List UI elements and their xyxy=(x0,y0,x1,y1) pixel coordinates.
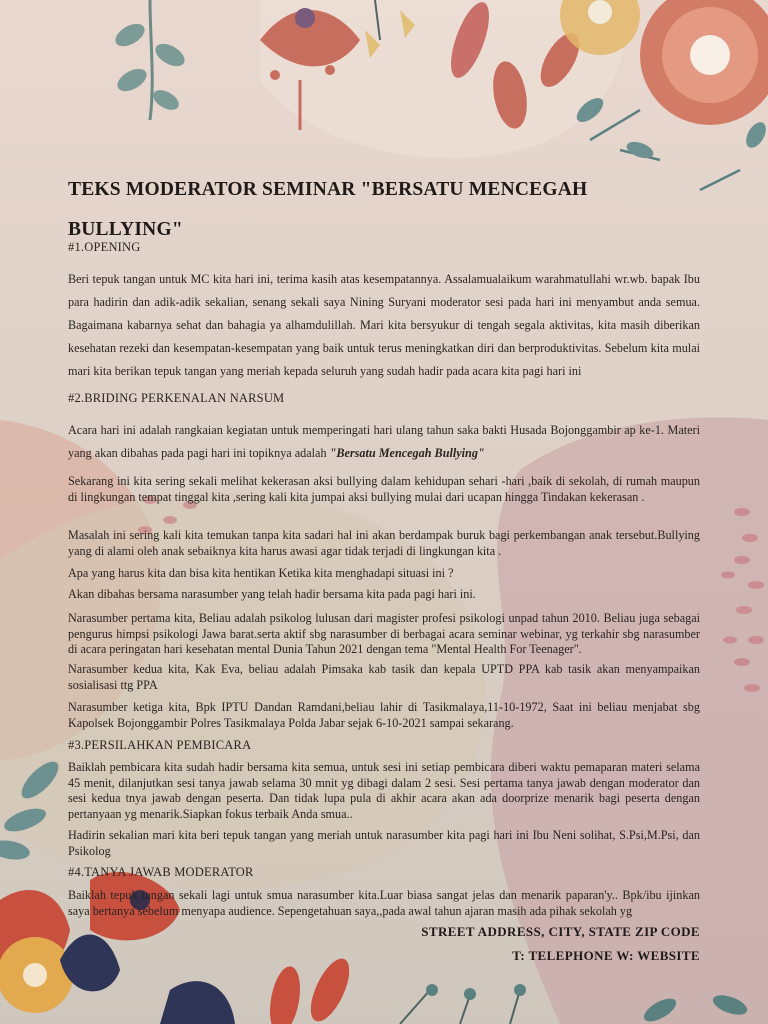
seminar-topic: "Bersatu Mencegah Bullying" xyxy=(329,446,485,460)
speaker-3-paragraph: Narasumber ketiga kita, Bpk IPTU Dandan Ramdani,beliau lahir di Tasikmalaya,11-10-1972, Saat ini beliau menjabat sbg Kapolsek Bojonggambir Polres Tasikmalaya Polda Jabar sejak 6-10-2021 sampai sekarang. xyxy=(68,700,700,730)
section-heading-opening: #1.OPENING xyxy=(68,240,141,254)
bullying-impact-paragraph: Masalah ini sering kali kita temukan tanpa kita sadari hal ini akan berdampak buruk bagi perkembangan anak tersebut.Bullying yang di alami oleh anak sebaiknya kita harus awasi agar tidak terjadi di lingkungan kita . xyxy=(68,528,700,558)
session-rules-paragraph: Baiklah pembicara kita sudah hadir bersama kita semua, untuk sesi ini setiap pembicara diberi waktu pemaparan materi selama 45 menit, dilanjutkan sesi tanya jawab selama 30 mnit yg dibagi dalam 2 sesi. Sesi pertama tanya jawab dengan moderator dan sesi kedua tnya jawab dengan peserta. Dan tidak lupa pula di akhir acara akan ada doorprize menarik bagi peserta dengan pertanyaan yg menarik.Siapkan fokus terbaik Anda smua.. xyxy=(68,760,700,821)
speaker-1-paragraph: Narasumber pertama kita, Beliau adalah psikolog lulusan dari magister profesi psikologi unpad tahun 2010. Beliau juga sebagai pengurus himpsi psikologi Jawa barat.serta aktif sbg narasumber di berbagai acara seminar webinar, yg terkahir sbg narasumber di acara peringatan hari kesehatan mental Dunia Tahun 2021 dengan tema "Mental Health For Teenager". xyxy=(68,611,700,657)
section-heading-qa: #4.TANYA JAWAB MODERATOR xyxy=(68,865,254,879)
speakers-intro-paragraph: Akan dibahas bersama narasumber yang telah hadir bersama kita pada pagi hari ini. xyxy=(68,587,476,601)
document-title: TEKS MODERATOR SEMINAR "BERSATU MENCEGAH BULLYING" xyxy=(68,179,588,240)
bottom-left-yellow-flower xyxy=(0,937,73,1013)
qa-paragraph: Baiklah tepuk tangan sekali lagi untuk smua narasumber kita.Luar biasa sangat jelas dan menarik paparan'y.. Bpk/ibu ijinkan saya bertanya sebelum menyapa audience. Sepengetahuan saya,,pada awal tahun ajaran masih ada pihak sekolah yg xyxy=(68,888,700,918)
section-heading-speakers: #3.PERSILAHKAN PEMBICARA xyxy=(68,738,252,752)
applause-paragraph: Hadirin sekalian mari kita beri tepuk tangan yang meriah untuk narasumber kita pagi hari ini Ibu Neni solihat, S.Psi,M.Psi, dan Psikolog xyxy=(68,828,700,858)
opening-paragraph: Beri tepuk tangan untuk MC kita hari ini, terima kasih atas kesempatannya. Assalamualaikum warahmatullahi wr.wb. bapak Ibu para hadirin dan adik-adik sekalian, senang sekali saya Nining Suryani moderator sesi pada hari ini menyambut anda semua. Bagaimana kabarnya sehat dan bahagia ya alhamdulillah. Mari kita bersyukur di tengah segala aktivitas, kita masih diberikan kesehatan rezeki dan kesempatan-kesempatan yang baik untuk terus meningkatkan diri dan berproduktivitas. Sebelum kita mulai mari kita berikan tepuk tangan yang meriah kepada seluruh yang sudah hadir pada acara kita pagi hari ini xyxy=(68,272,700,378)
footer-address: STREET ADDRESS, CITY, STATE ZIP CODE xyxy=(421,924,700,939)
question-paragraph: Apa yang harus kita dan bisa kita hentikan Ketika kita menghadapi situasi ini ? xyxy=(68,566,454,580)
bullying-context-paragraph: Sekarang ini kita sering sekali melihat kekerasan aksi bullying dalam kehidupan sehari -hari ,baik di sekolah, di rumah maupun di lingkungan tempat tinggal kita ,sering kali kita jumpai aksi bullying mulai dari ucapan hingga Tindakan kekerasan . xyxy=(68,474,700,504)
footer-contact: T: TELEPHONE W: WEBSITE xyxy=(512,948,700,963)
section-heading-briefing: #2.BRIDING PERKENALAN NARSUM xyxy=(68,391,285,405)
speaker-2-paragraph: Narasumber kedua kita, Kak Eva, beliau adalah Pimsaka kab tasik dan kepala UPTD PPA kab tasik akan menyampaikan sosialisasi ttg PPA xyxy=(68,662,700,692)
briefing-intro-paragraph xyxy=(68,419,700,465)
briefing-intro-text: Acara hari ini adalah rangkaian kegiatan untuk memperingati hari ulang tahun saka bakti Husada Bojonggambir ap ke-1. Materi yang akan dibahas pada pagi hari ini topiknya adalah xyxy=(68,423,700,460)
